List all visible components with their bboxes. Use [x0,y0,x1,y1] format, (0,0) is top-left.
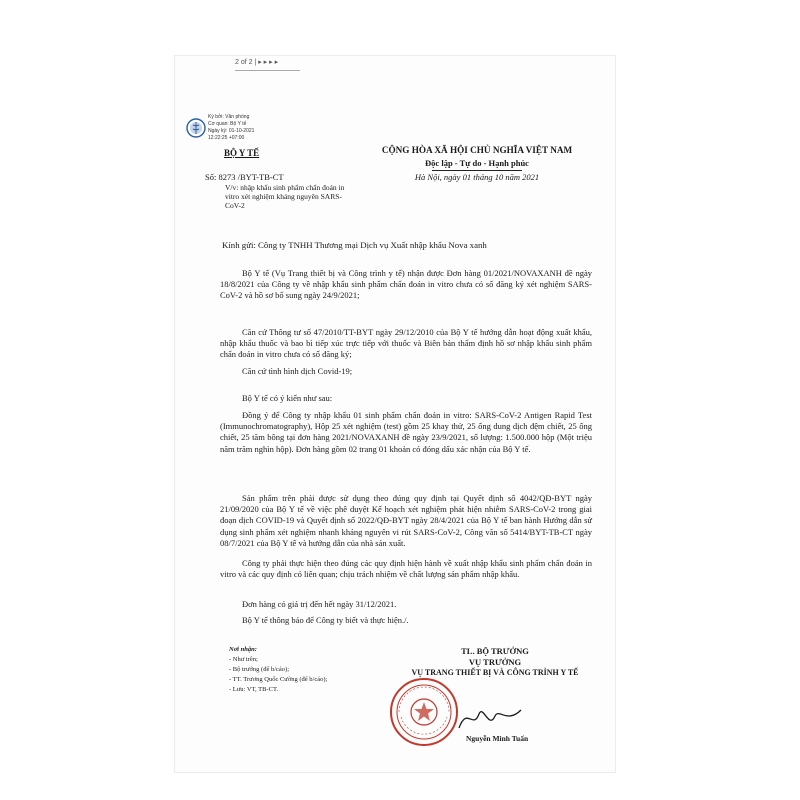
digital-signature-line: Ký bởi: Văn phòng [208,114,250,120]
ministry-logo-icon [186,118,206,138]
paragraph: Đồng ý để Công ty nhập khẩu 01 sinh phẩm chẩn đoán in vitro: SARS-CoV-2 Antigen Rapid Test (Immunochromatography), Hộp 25 xét nghiệm (test) gồm 25 khay thử, 25 ống dung dịch đệm chiết, 25 ống chiết, 25 tăm bông tại đơn hàng 2021/NOVAXANH đề ngày 23/9/2021, số lượng: 1.500.000 hộp (Một triệu năm trăm nghìn hộp). Đơn hàng gồm 02 trang 01 khoản có đóng dấu xác nhận của Bộ Y tế. [220,410,592,454]
digital-signature-line: Ngày ký: 01-10-2021 [208,128,255,134]
paragraph: Căn cứ Thông tư số 47/2010/TT-BYT ngày 29/12/2010 của Bộ Y tế hướng dẫn hoạt động xuất khẩu, nhập khẩu thuốc và bao bì tiếp xúc trực tiếp với thuốc và Biên bản thẩm định hồ sơ nhập khẩu sinh phẩm chẩn đoán in vitro chưa có số đăng ký; [220,327,592,360]
signature-title-2: VỤ TRƯỞNG [468,657,522,667]
recipient-item: - TT. Trương Quốc Cường (để b/cáo); [229,676,328,683]
country-title: CỘNG HÒA XÃ HỘI CHỦ NGHĨA VIỆT NAM [381,145,573,155]
signature-title-3: VỤ TRANG THIẾT BỊ VÀ CÔNG TRÌNH Y TẾ [411,668,579,677]
document-subject: V/v: nhập khẩu sinh phẩm chẩn đoán in vitro xét nghiệm kháng nguyên SARS-CoV-2 [225,183,345,210]
recipient-line: Kính gửi: Công ty TNHH Thương mại Dịch vụ Xuất nhập khẩu Nova xanh [222,240,487,250]
signer-name: Nguyễn Minh Tuấn [466,734,529,743]
motto-underline [432,170,522,171]
document-number: Số: 8273 /BYT-TB-CT [205,172,284,182]
paragraph: Sản phẩm trên phải được sử dụng theo đúng quy định tại Quyết định số 4042/QĐ-BYT ngày 21/09/2020 của Bộ Y tế về việc phê duyệt Kế hoạch xét nghiệm phát hiện nhiễm SARS-CoV-2 trong giai đoạn dịch COVID-19 và Quyết định số 2022/QĐ-BYT ngày 28/4/2021 của Bộ Y tế ban hành Hướng dẫn sử dụng sinh phẩm xét nghiệm nhanh kháng nguyên vi rút SARS-CoV-2, Công văn số 5414/BYT-TB-CT ngày 08/7/2021 của Bộ Y tế và hướng dẫn của nhà sản xuất. [220,493,592,548]
recipient-item: - Như trên; [229,656,258,663]
paragraph: Bộ Y tế thông báo để Công ty biết và thực hiện./. [242,615,409,625]
agency-name: BỘ Y TẾ [224,148,260,158]
paragraph: Bộ Y tế (Vụ Trang thiết bị và Công trình y tế) nhận được Đơn hàng 01/2021/NOVAXANH đề ngày 18/8/2021 của Công ty về nhập khẩu sinh phẩm chẩn đoán in vitro chưa có số đăng ký xét nghiệm SARS-CoV-2 và hồ sơ bổ sung ngày 24/9/2021; [220,268,592,301]
official-seal-icon [389,677,459,747]
paragraph: Bộ Y tế có ý kiến như sau: [242,393,333,403]
handwritten-signature-icon [455,700,525,736]
motto: Độc lập - Tự do - Hạnh phúc [425,158,529,168]
recipients-title: Nơi nhận: [229,646,257,653]
document-date: Hà Nội, ngày 01 tháng 10 năm 2021 [414,172,540,182]
signature-title-1: TL. BỘ TRƯỞNG [461,646,529,656]
page-counter: 2 of 2 | ▸ ▸ ▸ ▸ [235,59,279,66]
recipient-item: - Lưu: VT, TB-CT. [229,686,279,693]
recipients-list [229,645,349,695]
digital-signature-info [208,114,278,142]
digital-signature-line: 12:22:25 +07:00 [208,135,245,141]
paragraph: Căn cứ tình hình dịch Covid-19; [242,366,353,376]
paragraph: Công ty phải thực hiện theo đúng các quy định hiện hành về xuất nhập khẩu sinh phẩm chẩn đoán in vitro và các quy định có liên quan; chịu trách nhiệm về chất lượng sản phẩm nhập khẩu. [220,558,592,580]
divider [235,70,300,71]
paragraph: Đơn hàng có giá trị đến hết ngày 31/12/2021. [242,599,397,609]
recipient-item: - Bộ trưởng (để b/cáo); [229,666,290,673]
digital-signature-line: Cơ quan: Bộ Y tế [208,121,247,127]
